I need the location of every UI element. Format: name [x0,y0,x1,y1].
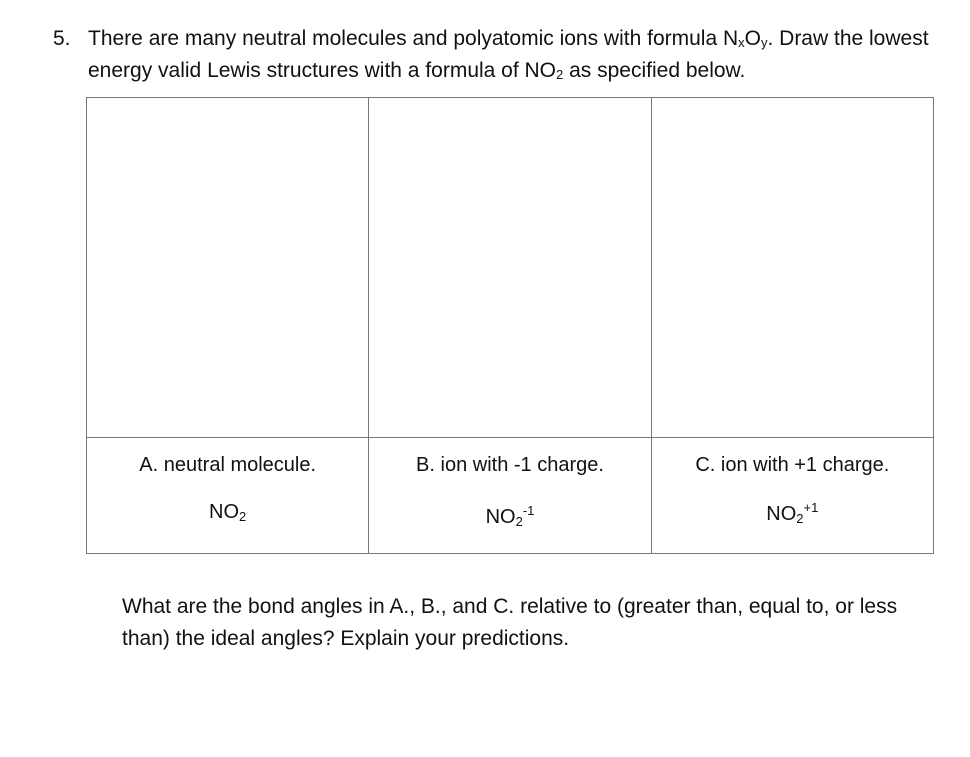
column-label-c: C. ion with +1 charge. [695,454,890,476]
question-subscript-x: x [738,35,745,50]
label-row [87,438,934,554]
formula-c-base: NO [766,503,797,525]
label-cell-c [651,438,933,554]
formula-b-subscript: 2 [515,514,523,529]
question-intro-part3: . Draw the lowest energy valid Lewis structures with a formula of NO [88,27,929,82]
drawing-area-c[interactable] [651,98,933,438]
formula-b-base: NO [485,506,516,528]
formula-c-charge: +1 [803,500,819,515]
drawing-area-b[interactable] [369,98,651,438]
followup-question: What are the bond angles in A., B., and C. relative to (greater than, equal to, or less than) the ideal angles? Explain your predictions. [122,595,898,650]
label-cell-a [87,438,369,554]
question-intro-part4: as specified below. [563,59,746,82]
lewis-structure-table [86,97,934,554]
question-intro-part2: O [744,27,761,50]
drawing-area-a[interactable] [87,98,369,438]
formula-a-subscript: 2 [239,509,247,524]
drawing-row [87,98,934,438]
formula-a [87,499,368,525]
column-label-b: B. ion with -1 charge. [416,454,604,476]
label-cell-b [369,438,651,554]
question-subscript-2: 2 [556,67,564,82]
question-text [88,23,943,87]
formula-c-subscript: 2 [796,511,804,526]
formula-b-charge: -1 [522,503,535,518]
formula-c [652,501,933,527]
question-number: 5. [53,27,71,50]
formula-b [369,504,650,530]
question-subscript-y: y [760,35,768,50]
question-intro-part1: There are many neutral molecules and polyatomic ions with formula N [88,27,739,50]
column-label-a: A. neutral molecule. [139,454,317,476]
formula-a-base: NO [209,501,240,523]
